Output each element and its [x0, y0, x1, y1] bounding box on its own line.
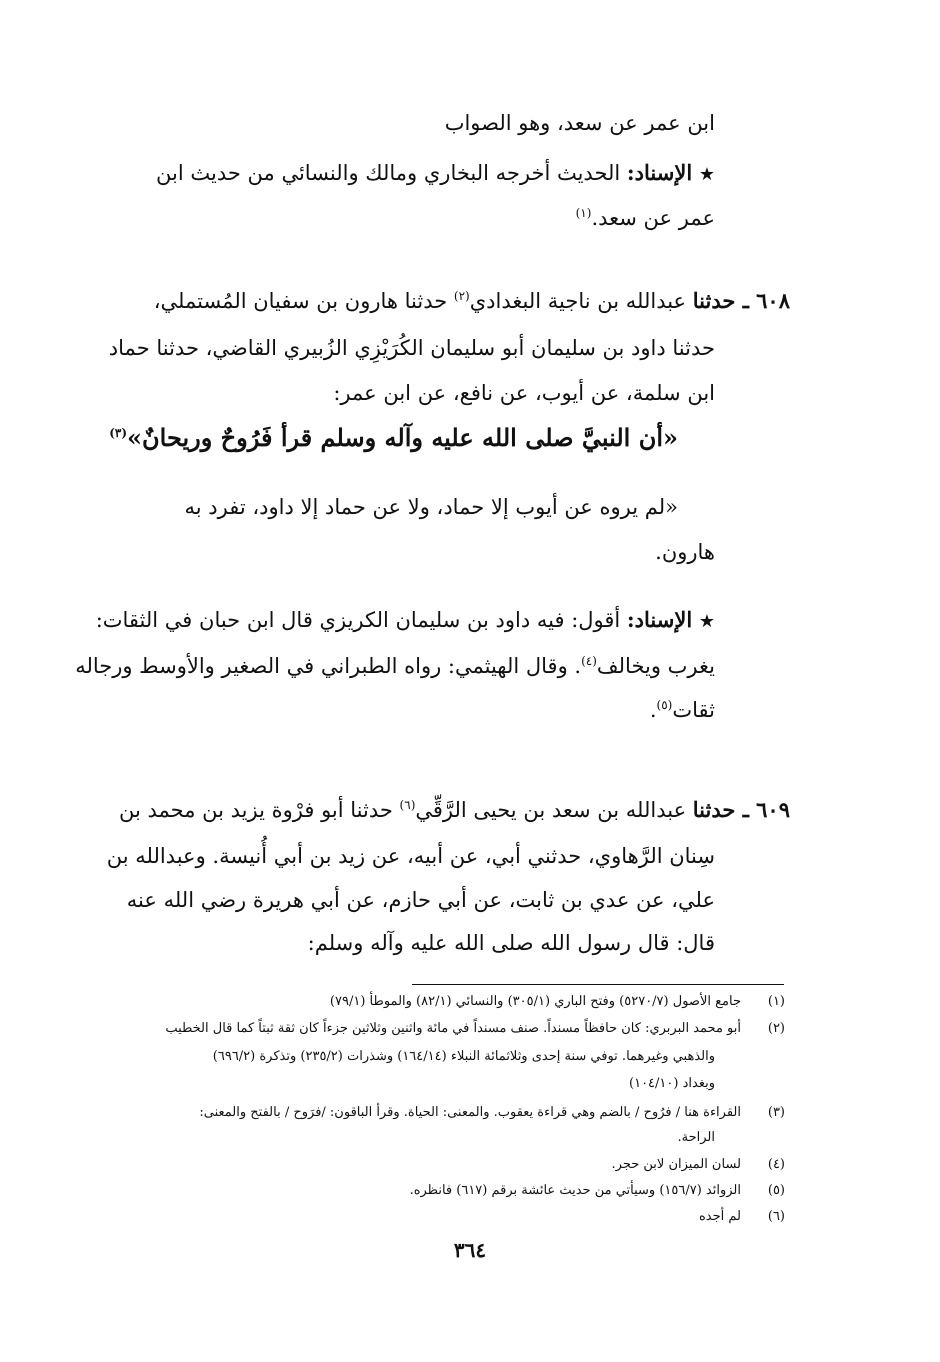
text-line: [308, 928, 715, 958]
narrator-text: حدثنا هارون بن سفيان المُستملي،: [153, 289, 454, 313]
text-line: [107, 841, 715, 871]
footnote-text: الزوائد (١٥٦/٧) وسيأتي من حديث عائشة برقم (٦١٧) فانظره.: [409, 1183, 741, 1198]
footnote-ref[interactable]: (٥): [656, 698, 673, 712]
line-text: ابن عمر عن سعد، وهو الصواب: [444, 111, 715, 135]
footnote-text: لسان الميزان لابن حجر.: [611, 1157, 741, 1172]
footnote-number: (١): [767, 994, 785, 1009]
text-line: [109, 333, 715, 363]
line-text: .: [649, 698, 657, 722]
hadith-609-heading: [119, 795, 790, 825]
footnote-text: لم أجده: [698, 1209, 741, 1224]
footnote-ref[interactable]: (٦): [399, 798, 416, 812]
haddathana-word: حدثنا: [692, 797, 743, 822]
line-text: «لم يروه عن أيوب إلا حماد، ولا عن حماد إلا داود، تفرد به: [184, 495, 678, 519]
line-text: علي، عن عدي بن ثابت، عن أبي حازم، عن أبي هريرة رضي الله عنه: [126, 888, 715, 912]
line-text: يغرب ويخالف: [596, 654, 715, 678]
text-line: [75, 651, 715, 681]
isnad-text: أقول: فيه داود بن سليمان الكريزي قال ابن حبان في الثقات:: [95, 608, 627, 632]
line-text: سِنان الرَّهاوي، حدثني أبي، عن أبيه، عن زيد بن أبي أُنيسة. وعبدالله بن: [106, 844, 715, 868]
star-icon: ★: [698, 611, 715, 632]
footnote-2: [165, 1019, 785, 1039]
text-line: [576, 203, 715, 233]
hadith-number: ٦٠٩ ـ: [742, 797, 790, 822]
line-text: ثقات: [672, 698, 715, 722]
footnote-2-line-3: [629, 1074, 715, 1094]
footnote-separator: [412, 984, 784, 985]
line-text: ابن سلمة، عن أيوب، عن نافع، عن ابن عمر:: [333, 381, 715, 405]
text-line: [650, 695, 715, 725]
footnote-2-line-2: [213, 1047, 715, 1067]
isnad-text: الحديث أخرجه البخاري ومالك والنسائي من حديث ابن: [156, 161, 627, 185]
footnote-6: [699, 1207, 785, 1227]
hadith-quote: [109, 423, 678, 453]
text-line: [127, 885, 715, 915]
footnote-ref[interactable]: (٤): [581, 654, 597, 668]
text-line: [333, 378, 715, 408]
footnote-5: [410, 1181, 785, 1201]
footnote-3: [199, 1103, 785, 1123]
haddathana-word: حدثنا: [692, 288, 743, 313]
footnote-text: الراحة.: [677, 1130, 715, 1145]
footnote-ref[interactable]: (١): [575, 206, 592, 220]
quote-text: «أن النبيَّ صلى الله عليه وآله وسلم قرأ فَرُوحٌ وريحانٌ»: [127, 423, 678, 452]
footnote-ref[interactable]: (٣): [109, 426, 128, 440]
footnote-text: أبو محمد البربري: كان حافظاً مسنداً. صنف مسنداً في مائة واثنين وثلاثين جزءاً كان ثقة ثبتاً كما قال الخطيب: [165, 1021, 741, 1036]
text-line: [185, 492, 678, 522]
footnote-text: جامع الأصول (٥٢٧٠/٧) وفتح الباري (٣٠٥/١) والنسائي (٨٢/١) والموطأ (٧٩/١): [329, 994, 741, 1009]
hadith-number: ٦٠٨ ـ: [742, 288, 790, 313]
footnote-3-line-2: [678, 1128, 716, 1148]
line-text: هارون.: [655, 540, 715, 564]
footnote-number: (٥): [767, 1183, 785, 1198]
hadith-608-heading: [154, 286, 790, 316]
text-line: [655, 537, 715, 567]
footnote-4: [612, 1155, 785, 1175]
footnote-text: والذهبي وغيرهما. توفي سنة إحدى وثلاثمائة النبلاء (١٦٤/١٤) وشذرات (٢٣٥/٢) وتذكرة (٦٩٦/٢): [212, 1049, 715, 1064]
line-text: قال: قال رسول الله صلى الله عليه وآله وسلم:: [307, 931, 715, 955]
star-icon: ★: [698, 164, 715, 185]
page-number: ٣٦٤: [453, 1238, 487, 1262]
isnad-line: [156, 158, 715, 190]
narrator-text: عبدالله بن سعد بن يحيى الرَّقِّي: [415, 798, 693, 822]
isnad-label: الإسناد:: [626, 607, 693, 632]
footnote-1: [330, 992, 785, 1012]
narrator-text: عبدالله بن ناجية البغدادي: [469, 289, 693, 313]
footnote-ref[interactable]: (٢): [453, 289, 470, 303]
line-text: . وقال الهيثمي: رواه الطبراني في الصغير والأوسط ورجاله: [75, 654, 582, 678]
text-line: [445, 108, 715, 138]
footnote-number: (٢): [767, 1021, 785, 1036]
footnote-number: (٦): [767, 1209, 785, 1224]
isnad-label: الإسناد:: [626, 160, 693, 185]
isnad-line: [96, 605, 715, 637]
footnote-number: (٣): [767, 1105, 785, 1120]
narrator-text: حدثنا أبو فرْوة يزيد بن محمد بن: [119, 798, 400, 822]
line-text: حدثنا داود بن سليمان أبو سليمان الكُرَيْزِي الزُبيري القاضي، حدثنا حماد: [108, 336, 715, 360]
footnote-number: (٤): [767, 1157, 785, 1172]
line-text: عمر عن سعد.: [591, 206, 715, 230]
footnote-text: القراءة هنا / فرُوح / بالضم وهي قراءة يعقوب. والمعنى: الحياة. وقرأ الباقون: /فرَوح / بالفتح والمعنى:: [199, 1105, 741, 1120]
footnote-text: وبغداد (١٠٤/١٠): [629, 1076, 715, 1091]
